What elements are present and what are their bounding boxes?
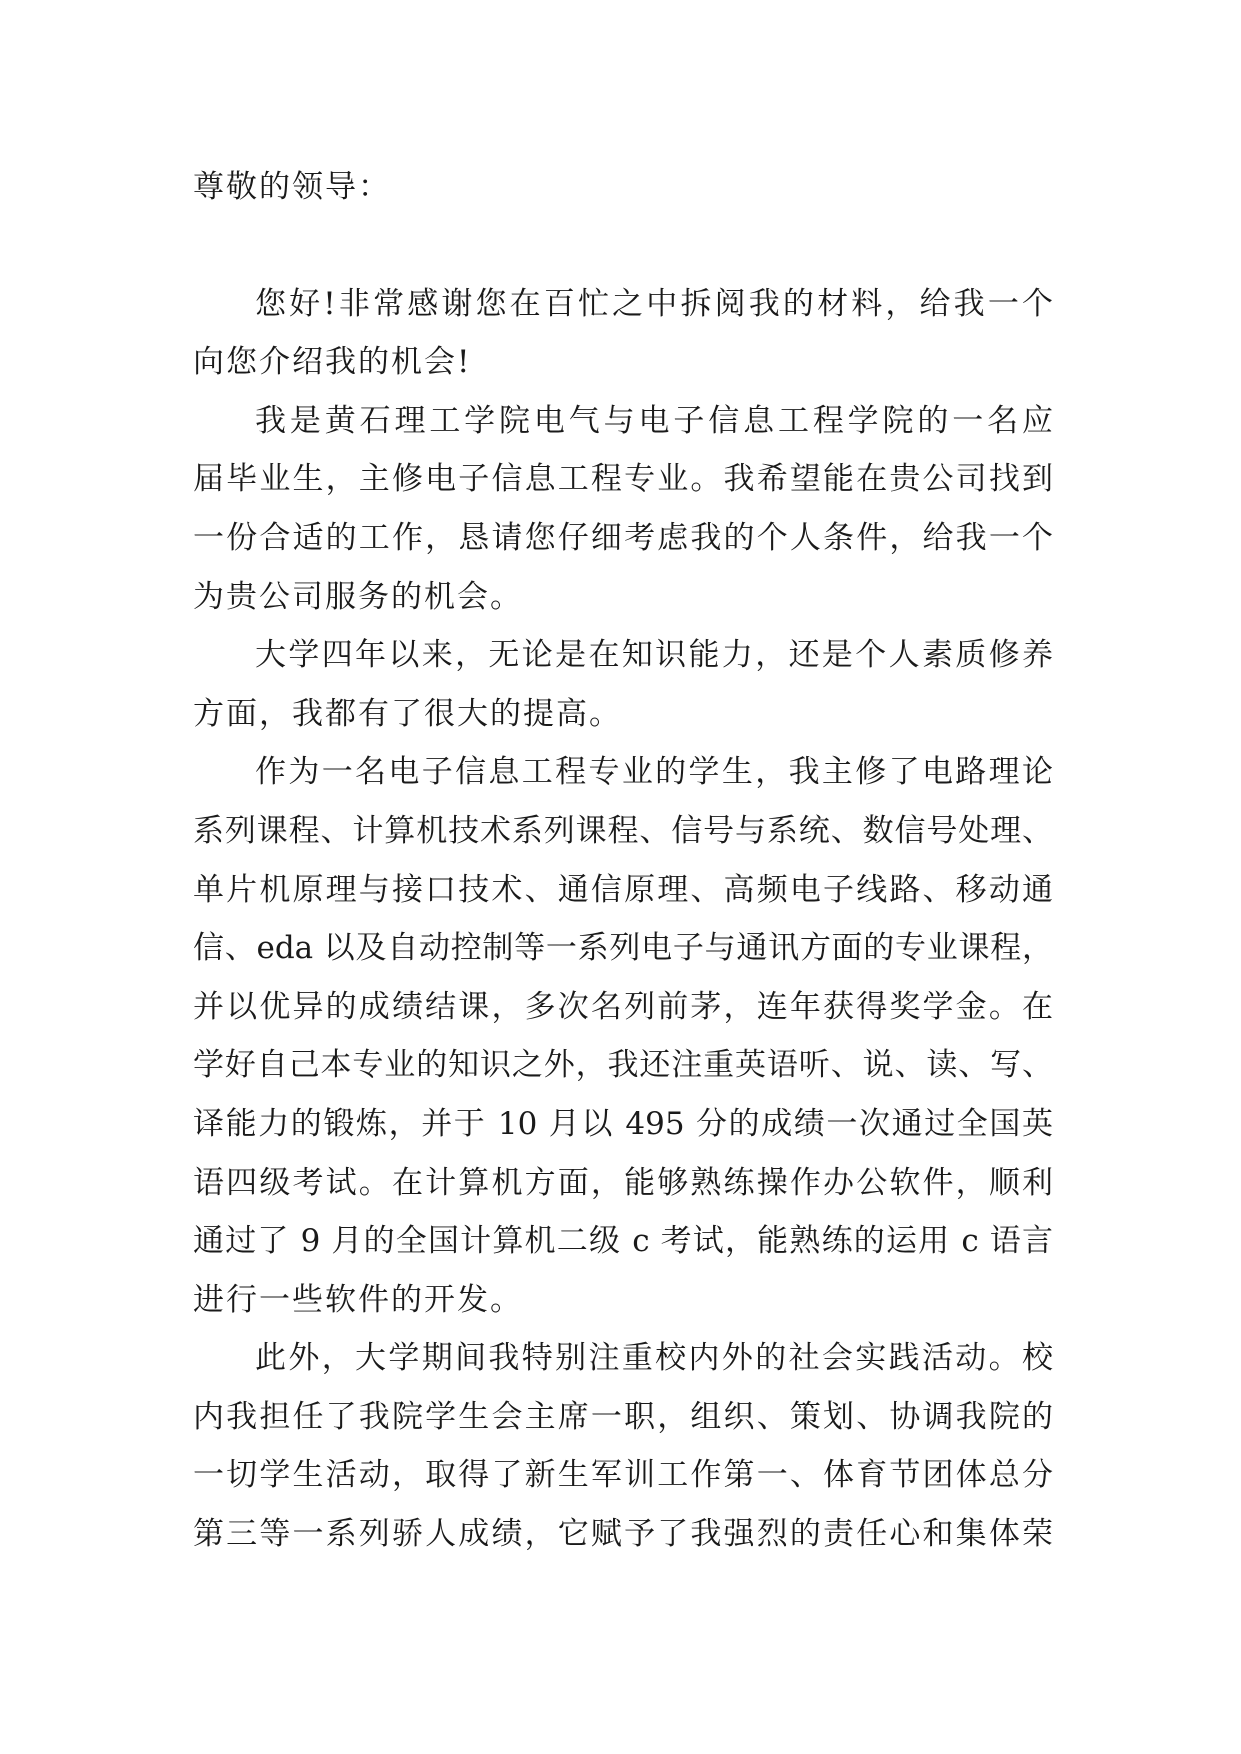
letter-body	[193, 158, 1053, 1564]
paragraph-introduction	[193, 392, 1053, 626]
paragraph-activities	[193, 1329, 1053, 1563]
paragraph-line: 作为一名电子信息工程专业的学生，我主修了电路理论	[255, 754, 1053, 791]
paragraph-line: 内我担任了我院学生会主席一职，组织、策划、协调我院的	[193, 1398, 1053, 1435]
paragraph-line: 向您介绍我的机会!	[193, 344, 472, 381]
paragraph-line: 学好自己本专业的知识之外，我还注重英语听、说、读、写、	[193, 1047, 1053, 1084]
paragraph-line: 系列课程、计算机技术系列课程、信号与系统、数信号处理、	[193, 812, 1053, 849]
paragraph-line: 单片机原理与接口技术、通信原理、高频电子线路、移动通	[193, 871, 1053, 908]
paragraph-studies	[193, 743, 1053, 1329]
paragraph-greeting	[193, 275, 1053, 392]
paragraph-line: 语四级考试。在计算机方面，能够熟练操作办公软件，顺利	[193, 1164, 1053, 1201]
blank-line	[193, 217, 1053, 275]
salutation: 尊敬的领导：	[193, 169, 391, 205]
paragraph-line: 为贵公司服务的机会。	[193, 578, 523, 615]
paragraph-line: 并以优异的成绩结课，多次名列前茅，连年获得奖学金。在	[193, 988, 1053, 1025]
paragraph-line: 译能力的锻炼，并于 10 月以 495 分的成绩一次通过全国英	[193, 1105, 1053, 1142]
paragraph-line: 届毕业生，主修电子信息工程专业。我希望能在贵公司找到	[193, 461, 1053, 498]
paragraph-line: 方面，我都有了很大的提高。	[193, 695, 622, 732]
paragraph-line: 此外，大学期间我特别注重校内外的社会实践活动。校	[255, 1340, 1053, 1377]
paragraph-line: 您好!非常感谢您在百忙之中拆阅我的材料，给我一个	[255, 285, 1053, 322]
paragraph-line: 第三等一系列骄人成绩，它赋予了我强烈的责任心和集体荣	[193, 1516, 1053, 1553]
paragraph-line: 一份合适的工作，恳请您仔细考虑我的个人条件，给我一个	[193, 519, 1053, 556]
paragraph-line: 我是黄石理工学院电气与电子信息工程学院的一名应	[255, 402, 1053, 439]
paragraph-university	[193, 626, 1053, 743]
paragraph-line: 信、eda 以及自动控制等一系列电子与通讯方面的专业课程，	[193, 930, 1053, 967]
paragraph-line: 大学四年以来，无论是在知识能力，还是个人素质修养	[255, 637, 1053, 674]
paragraph-line: 一切学生活动，取得了新生军训工作第一、体育节团体总分	[193, 1457, 1053, 1494]
paragraph-line: 通过了 9 月的全国计算机二级 c 考试，能熟练的运用 c 语言	[193, 1223, 1053, 1260]
paragraph-line: 进行一些软件的开发。	[193, 1281, 523, 1318]
